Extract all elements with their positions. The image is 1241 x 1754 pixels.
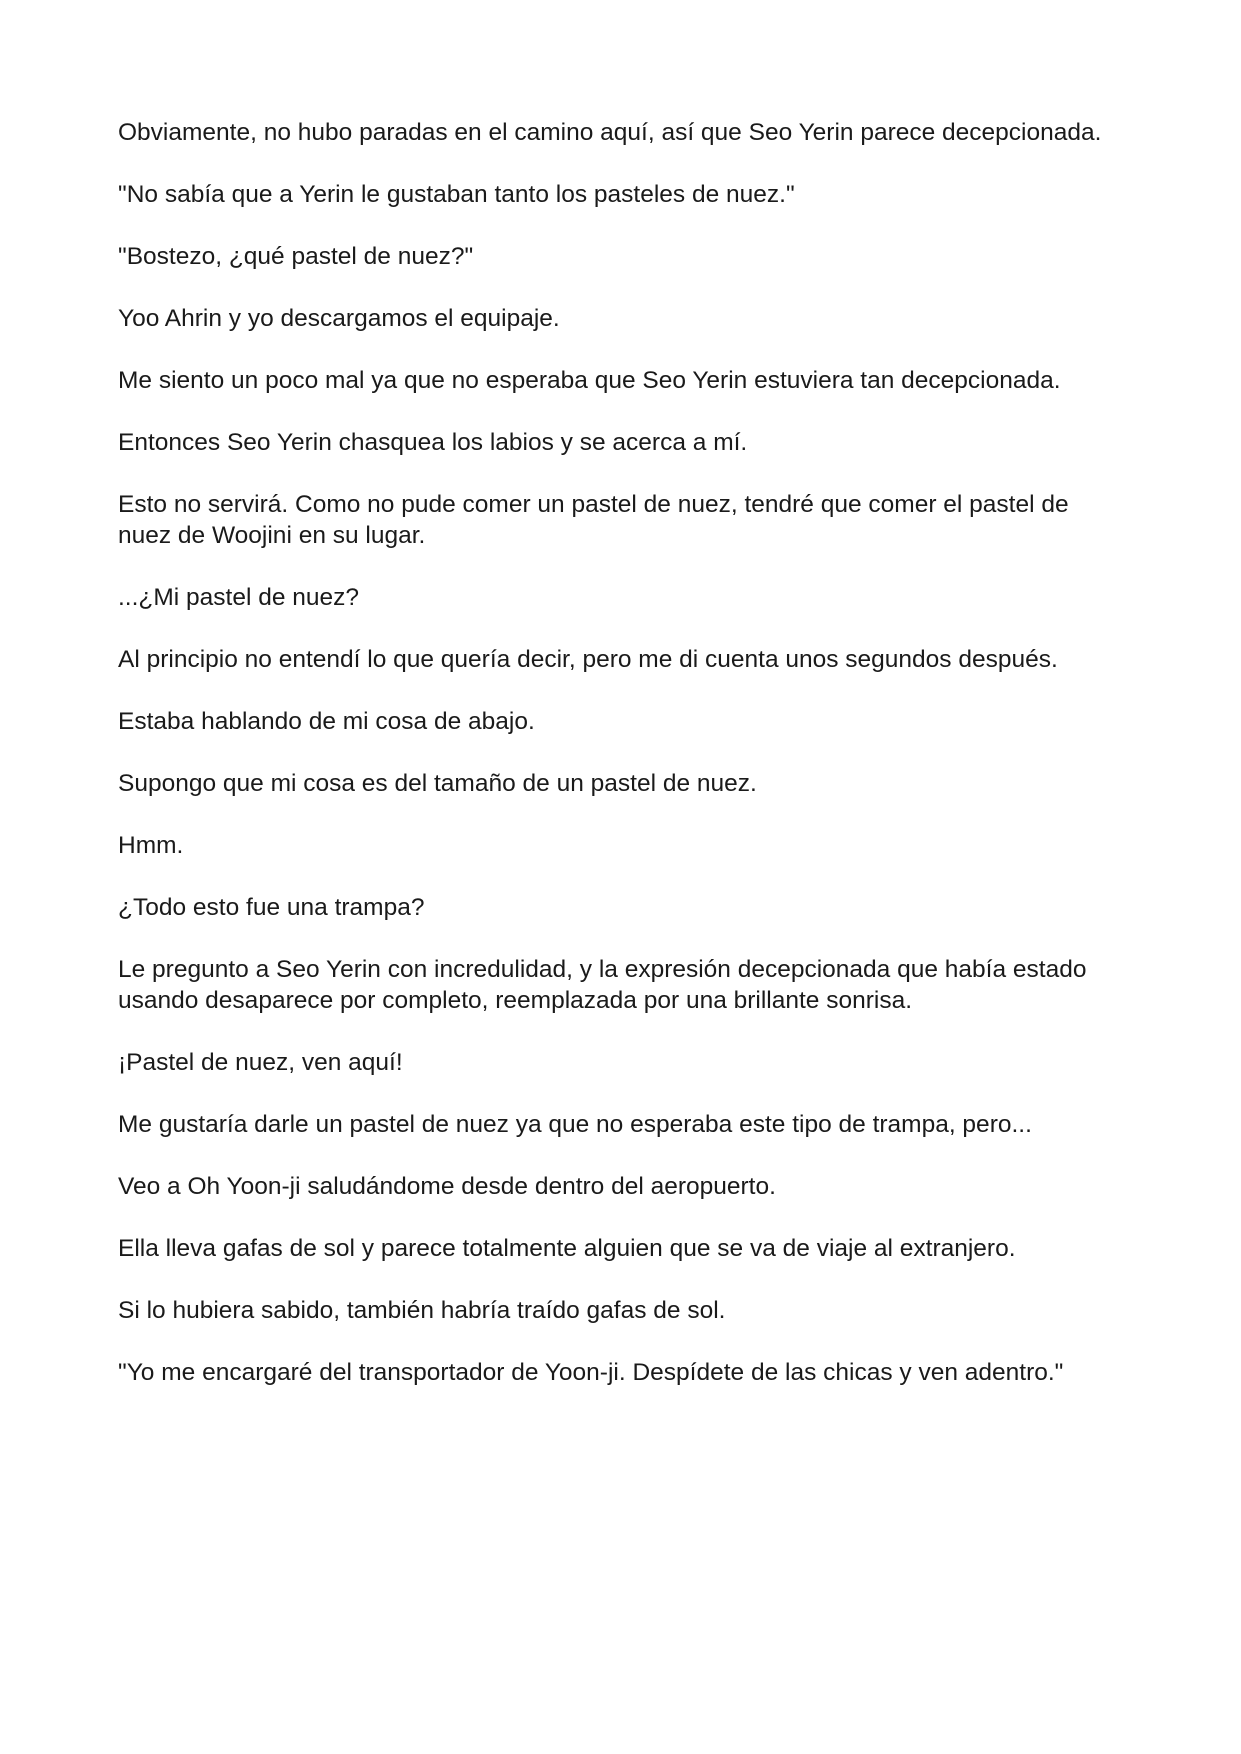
paragraph: Ella lleva gafas de sol y parece totalmente alguien que se va de viaje al extranjero. xyxy=(118,1235,1016,1262)
paragraph: Si lo hubiera sabido, también habría traído gafas de sol. xyxy=(118,1297,726,1324)
paragraph: ...¿Mi pastel de nuez? xyxy=(118,584,360,611)
paragraph: ¡Pastel de nuez, ven aquí! xyxy=(118,1049,403,1076)
paragraph: Estaba hablando de mi cosa de abajo. xyxy=(118,708,535,735)
document-body xyxy=(118,117,1128,1419)
paragraph: Me gustaría darle un pastel de nuez ya que no esperaba este tipo de trampa, pero... xyxy=(118,1111,1032,1138)
paragraph: "No sabía que a Yerin le gustaban tanto los pasteles de nuez." xyxy=(118,181,795,208)
paragraph: "Yo me encargaré del transportador de Yoon-ji. Despídete de las chicas y ven adentro." xyxy=(118,1359,1064,1386)
paragraph: Obviamente, no hubo paradas en el camino aquí, así que Seo Yerin parece decepcionada. xyxy=(118,119,1102,146)
paragraph: Yoo Ahrin y yo descargamos el equipaje. xyxy=(118,305,560,332)
paragraph: Al principio no entendí lo que quería decir, pero me di cuenta unos segundos después. xyxy=(118,646,1058,673)
paragraph: "Bostezo, ¿qué pastel de nuez?" xyxy=(118,243,474,270)
paragraph: ¿Todo esto fue una trampa? xyxy=(118,894,425,921)
paragraph: Esto no servirá. Como no pude comer un pastel de nuez, tendré que comer el pastel de nuez de Woojini en su lugar. xyxy=(118,491,1069,549)
paragraph: Hmm. xyxy=(118,832,184,859)
paragraph: Le pregunto a Seo Yerin con incredulidad, y la expresión decepcionada que había estado usando desaparece por completo, reemplazada por una brillante sonrisa. xyxy=(118,956,1087,1014)
paragraph: Entonces Seo Yerin chasquea los labios y se acerca a mí. xyxy=(118,429,748,456)
paragraph: Supongo que mi cosa es del tamaño de un pastel de nuez. xyxy=(118,770,757,797)
paragraph: Me siento un poco mal ya que no esperaba que Seo Yerin estuviera tan decepcionada. xyxy=(118,367,1061,394)
paragraph: Veo a Oh Yoon-ji saludándome desde dentro del aeropuerto. xyxy=(118,1173,776,1200)
